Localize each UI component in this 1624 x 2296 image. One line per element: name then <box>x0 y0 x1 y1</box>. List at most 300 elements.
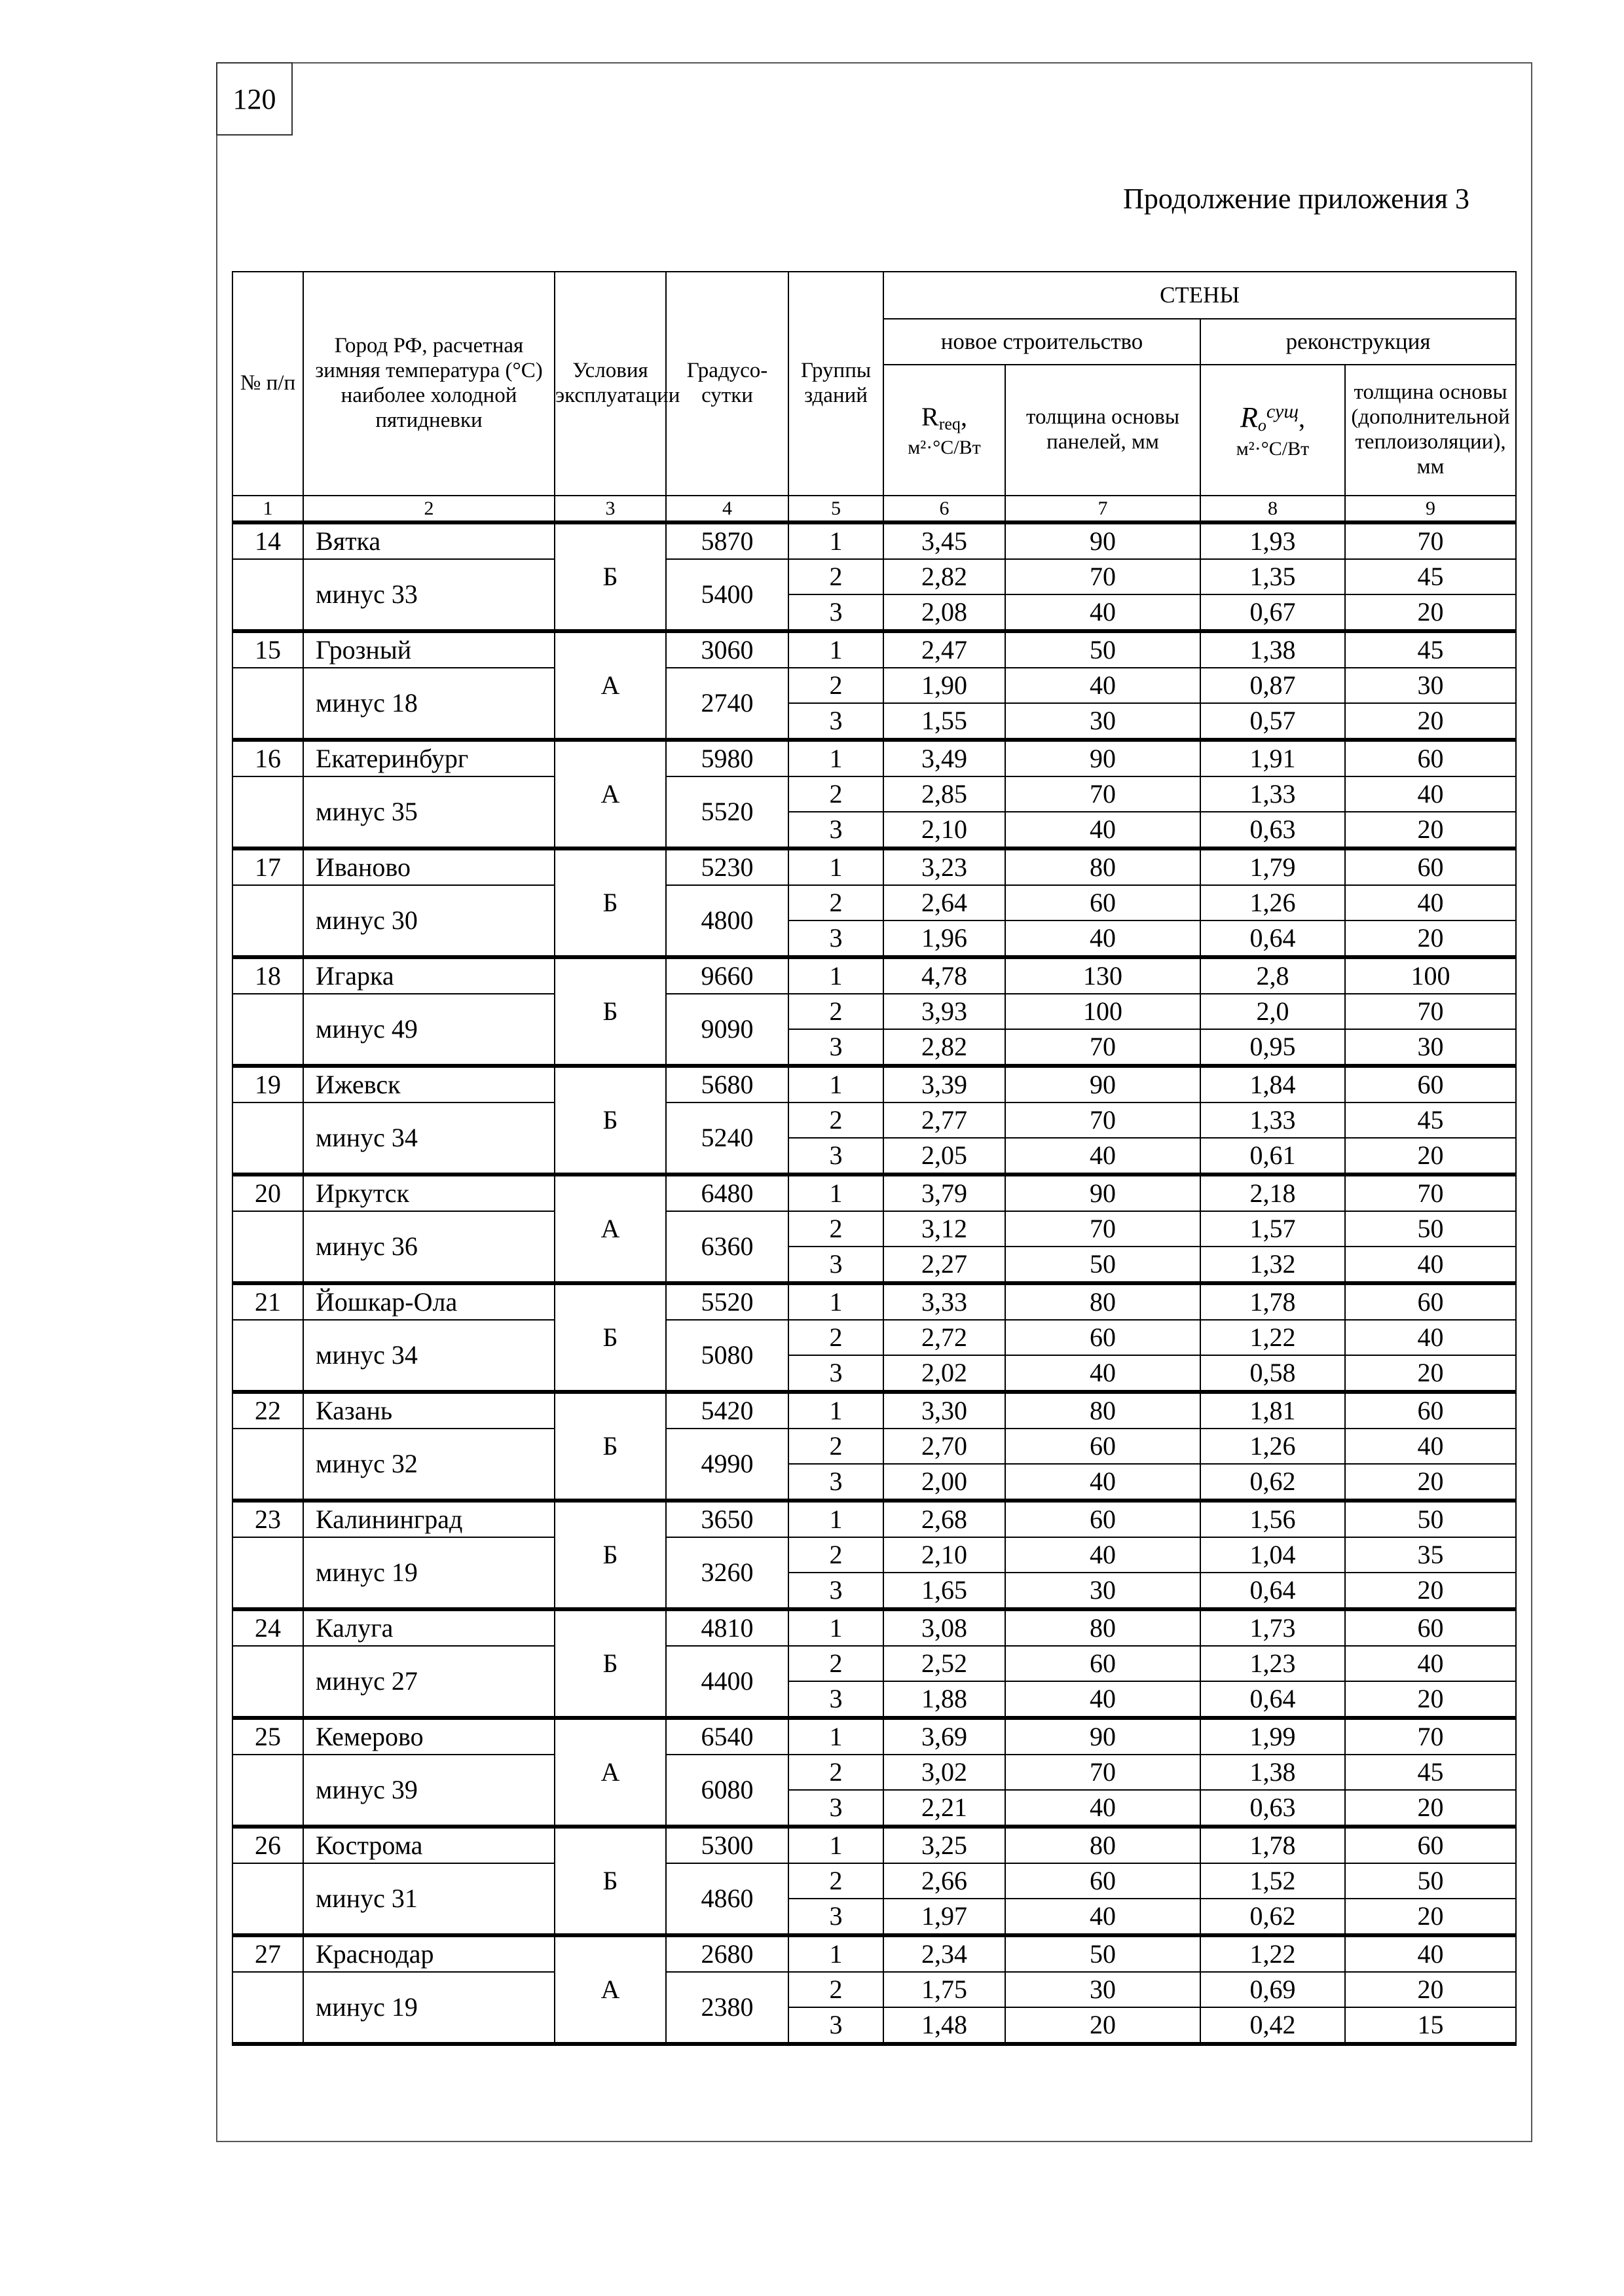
rec-thickness-value: 60 <box>1345 1827 1516 1863</box>
rreq-value: 3,25 <box>883 1827 1005 1863</box>
rreq-value: 2,68 <box>883 1501 1005 1537</box>
degree-days: 9090 <box>666 994 788 1066</box>
rec-thickness-value: 20 <box>1345 1681 1516 1718</box>
city-name: Калининград <box>303 1501 555 1537</box>
row-number-empty <box>232 1863 303 1935</box>
building-group: 2 <box>788 1646 883 1681</box>
city-group <box>232 522 1516 631</box>
new-thickness-value: 40 <box>1005 920 1200 957</box>
row-number: 14 <box>232 522 303 559</box>
row-number-empty <box>232 668 303 740</box>
city-name: Ижевск <box>303 1066 555 1102</box>
ro-value: 1,57 <box>1200 1211 1345 1247</box>
building-group: 1 <box>788 848 883 885</box>
row-number: 23 <box>232 1501 303 1537</box>
rec-thickness-value: 20 <box>1345 920 1516 957</box>
degree-days: 5420 <box>666 1392 788 1429</box>
rec-thickness-value: 40 <box>1345 776 1516 812</box>
new-thickness-value: 70 <box>1005 1102 1200 1138</box>
building-group: 1 <box>788 631 883 668</box>
ro-value: 1,38 <box>1200 631 1345 668</box>
row-number-empty <box>232 885 303 957</box>
design-temperature: минус 34 <box>303 1320 555 1392</box>
ro-value: 1,32 <box>1200 1247 1345 1283</box>
building-group: 1 <box>788 1175 883 1211</box>
rreq-value: 2,85 <box>883 776 1005 812</box>
rec-thickness-value: 40 <box>1345 1320 1516 1355</box>
ro-value: 1,91 <box>1200 740 1345 776</box>
new-thickness-value: 90 <box>1005 1066 1200 1102</box>
degree-days: 4810 <box>666 1609 788 1646</box>
rec-thickness-value: 20 <box>1345 703 1516 740</box>
new-thickness-value: 60 <box>1005 1863 1200 1899</box>
city-group <box>232 631 1516 740</box>
rec-thickness-value: 20 <box>1345 594 1516 631</box>
degree-days: 2680 <box>666 1935 788 1972</box>
building-group: 3 <box>788 1464 883 1501</box>
new-thickness-value: 30 <box>1005 1573 1200 1609</box>
column-number: 4 <box>666 496 788 522</box>
rec-thickness-value: 60 <box>1345 1283 1516 1320</box>
rec-thickness-value: 20 <box>1345 1464 1516 1501</box>
rreq-value: 2,77 <box>883 1102 1005 1138</box>
city-name: Вятка <box>303 522 555 559</box>
rec-thickness-value: 20 <box>1345 1573 1516 1609</box>
building-group: 2 <box>788 1320 883 1355</box>
rreq-value: 2,05 <box>883 1138 1005 1175</box>
degree-days: 4990 <box>666 1429 788 1501</box>
table-row <box>232 1429 1516 1464</box>
building-group: 3 <box>788 1029 883 1066</box>
rreq-value: 2,82 <box>883 559 1005 594</box>
header-degree-days: Градусо-сутки <box>666 272 788 496</box>
table-row <box>232 740 1516 776</box>
rreq-value: 2,52 <box>883 1646 1005 1681</box>
building-group: 3 <box>788 1681 883 1718</box>
rreq-value: 2,70 <box>883 1429 1005 1464</box>
rreq-unit: м²·°С/Вт <box>908 437 981 458</box>
rreq-value: 3,49 <box>883 740 1005 776</box>
ro-value: 0,58 <box>1200 1355 1345 1392</box>
city-name: Грозный <box>303 631 555 668</box>
rreq-value: 1,55 <box>883 703 1005 740</box>
rec-thickness-value: 50 <box>1345 1501 1516 1537</box>
ro-value: 1,26 <box>1200 1429 1345 1464</box>
city-name: Йошкар-Ола <box>303 1283 555 1320</box>
rec-thickness-value: 60 <box>1345 740 1516 776</box>
building-group: 3 <box>788 920 883 957</box>
ro-value: 1,22 <box>1200 1320 1345 1355</box>
degree-days: 9660 <box>666 957 788 994</box>
new-thickness-value: 40 <box>1005 1464 1200 1501</box>
row-number: 19 <box>232 1066 303 1102</box>
ro-value: 0,64 <box>1200 1681 1345 1718</box>
ro-value: 0,62 <box>1200 1899 1345 1935</box>
building-group: 1 <box>788 1718 883 1755</box>
new-thickness-value: 60 <box>1005 1501 1200 1537</box>
rreq-value: 3,79 <box>883 1175 1005 1211</box>
building-group: 3 <box>788 2007 883 2044</box>
rreq-value: 2,27 <box>883 1247 1005 1283</box>
rec-thickness-value: 45 <box>1345 631 1516 668</box>
row-number-empty <box>232 1102 303 1175</box>
degree-days: 4800 <box>666 885 788 957</box>
new-thickness-value: 70 <box>1005 1029 1200 1066</box>
building-group: 2 <box>788 1211 883 1247</box>
ro-value: 0,62 <box>1200 1464 1345 1501</box>
new-thickness-value: 70 <box>1005 559 1200 594</box>
city-name: Кострома <box>303 1827 555 1863</box>
row-number: 16 <box>232 740 303 776</box>
new-thickness-value: 80 <box>1005 1392 1200 1429</box>
header-rreq: Rreq, м²·°С/Вт <box>883 365 1005 496</box>
ro-value: 1,56 <box>1200 1501 1345 1537</box>
operating-conditions: Б <box>555 1827 666 1935</box>
building-group: 3 <box>788 812 883 848</box>
new-thickness-value: 70 <box>1005 1755 1200 1790</box>
ro-value: 1,33 <box>1200 776 1345 812</box>
rec-thickness-value: 20 <box>1345 812 1516 848</box>
column-number: 2 <box>303 496 555 522</box>
table-row <box>232 1863 1516 1899</box>
ro-value: 1,99 <box>1200 1718 1345 1755</box>
table-header <box>232 272 1516 522</box>
rec-thickness-value: 70 <box>1345 1718 1516 1755</box>
city-group <box>232 1392 1516 1501</box>
new-thickness-value: 40 <box>1005 1681 1200 1718</box>
rec-thickness-value: 20 <box>1345 1899 1516 1935</box>
column-numbers-row <box>232 496 1516 522</box>
building-group: 1 <box>788 740 883 776</box>
table-row <box>232 1066 1516 1102</box>
new-thickness-value: 80 <box>1005 848 1200 885</box>
new-thickness-value: 40 <box>1005 1355 1200 1392</box>
rec-thickness-value: 45 <box>1345 1755 1516 1790</box>
header-groups: Группы зданий <box>788 272 883 496</box>
rec-thickness-value: 15 <box>1345 2007 1516 2044</box>
ro-value: 1,81 <box>1200 1392 1345 1429</box>
building-group: 2 <box>788 559 883 594</box>
building-group: 3 <box>788 1573 883 1609</box>
ro-value: 1,78 <box>1200 1283 1345 1320</box>
degree-days: 3260 <box>666 1537 788 1609</box>
new-thickness-value: 100 <box>1005 994 1200 1029</box>
rreq-symbol: R <box>921 402 939 431</box>
row-number-empty <box>232 1755 303 1827</box>
ro-value: 1,79 <box>1200 848 1345 885</box>
rreq-value: 4,78 <box>883 957 1005 994</box>
building-group: 1 <box>788 1609 883 1646</box>
table-row <box>232 1537 1516 1573</box>
table-row <box>232 1827 1516 1863</box>
degree-days: 4400 <box>666 1646 788 1718</box>
operating-conditions: А <box>555 1718 666 1827</box>
new-thickness-value: 80 <box>1005 1609 1200 1646</box>
design-temperature: минус 49 <box>303 994 555 1066</box>
row-number: 26 <box>232 1827 303 1863</box>
new-thickness-value: 40 <box>1005 668 1200 703</box>
table-row <box>232 1935 1516 1972</box>
rreq-value: 1,75 <box>883 1972 1005 2007</box>
city-name: Краснодар <box>303 1935 555 1972</box>
ro-value: 1,04 <box>1200 1537 1345 1573</box>
design-temperature: минус 19 <box>303 1537 555 1609</box>
table-row <box>232 522 1516 559</box>
city-name: Иваново <box>303 848 555 885</box>
table-row <box>232 1646 1516 1681</box>
column-number: 8 <box>1200 496 1345 522</box>
row-number: 27 <box>232 1935 303 1972</box>
rreq-value: 1,48 <box>883 2007 1005 2044</box>
city-group <box>232 1718 1516 1827</box>
rec-thickness-value: 45 <box>1345 1102 1516 1138</box>
table-row <box>232 1392 1516 1429</box>
row-number-empty <box>232 1537 303 1609</box>
operating-conditions: Б <box>555 1609 666 1718</box>
building-group: 2 <box>788 885 883 920</box>
rreq-value: 3,45 <box>883 522 1005 559</box>
table-row <box>232 1501 1516 1537</box>
design-temperature: минус 27 <box>303 1646 555 1718</box>
ro-value: 1,26 <box>1200 885 1345 920</box>
table-row <box>232 668 1516 703</box>
building-group: 2 <box>788 1429 883 1464</box>
ro-value: 2,18 <box>1200 1175 1345 1211</box>
rec-thickness-value: 50 <box>1345 1211 1516 1247</box>
ro-value: 1,93 <box>1200 522 1345 559</box>
data-table <box>232 271 1517 2046</box>
row-number-empty <box>232 1972 303 2044</box>
header-walls: СТЕНЫ <box>883 272 1516 319</box>
rec-thickness-value: 40 <box>1345 1247 1516 1283</box>
rreq-value: 1,88 <box>883 1681 1005 1718</box>
operating-conditions: Б <box>555 848 666 957</box>
row-number: 17 <box>232 848 303 885</box>
ro-value: 2,8 <box>1200 957 1345 994</box>
rec-thickness-value: 60 <box>1345 848 1516 885</box>
operating-conditions: Б <box>555 522 666 631</box>
operating-conditions: Б <box>555 1066 666 1175</box>
degree-days: 5300 <box>666 1827 788 1863</box>
ro-value: 0,67 <box>1200 594 1345 631</box>
design-temperature: минус 39 <box>303 1755 555 1827</box>
rreq-value: 2,08 <box>883 594 1005 631</box>
rec-thickness-value: 45 <box>1345 559 1516 594</box>
new-thickness-value: 60 <box>1005 1320 1200 1355</box>
ro-value: 0,64 <box>1200 920 1345 957</box>
city-name: Кемерово <box>303 1718 555 1755</box>
city-group <box>232 1827 1516 1935</box>
rec-thickness-value: 20 <box>1345 1138 1516 1175</box>
ro-value: 1,33 <box>1200 1102 1345 1138</box>
ro-value: 1,35 <box>1200 559 1345 594</box>
header-reconstruction: реконструкция <box>1200 319 1516 365</box>
row-number-empty <box>232 1646 303 1718</box>
ro-value: 1,23 <box>1200 1646 1345 1681</box>
rec-thickness-value: 50 <box>1345 1863 1516 1899</box>
ro-value: 1,78 <box>1200 1827 1345 1863</box>
table-row <box>232 1102 1516 1138</box>
ro-value: 1,84 <box>1200 1066 1345 1102</box>
ro-value: 0,57 <box>1200 703 1345 740</box>
rreq-value: 2,00 <box>883 1464 1005 1501</box>
table-row <box>232 957 1516 994</box>
row-number: 24 <box>232 1609 303 1646</box>
city-group <box>232 1066 1516 1175</box>
operating-conditions: Б <box>555 957 666 1066</box>
rec-thickness-value: 40 <box>1345 1646 1516 1681</box>
ro-value: 0,69 <box>1200 1972 1345 2007</box>
new-thickness-value: 90 <box>1005 1718 1200 1755</box>
row-number-empty <box>232 1211 303 1283</box>
column-number: 1 <box>232 496 303 522</box>
table-row <box>232 1211 1516 1247</box>
operating-conditions: Б <box>555 1392 666 1501</box>
rreq-value: 3,39 <box>883 1066 1005 1102</box>
degree-days: 5080 <box>666 1320 788 1392</box>
ro-value: 1,22 <box>1200 1935 1345 1972</box>
operating-conditions: Б <box>555 1501 666 1609</box>
design-temperature: минус 35 <box>303 776 555 848</box>
rreq-value: 1,90 <box>883 668 1005 703</box>
table-row <box>232 994 1516 1029</box>
new-thickness-value: 90 <box>1005 1175 1200 1211</box>
operating-conditions: А <box>555 1935 666 2044</box>
operating-conditions: А <box>555 631 666 740</box>
page-number: 120 <box>216 62 293 136</box>
building-group: 2 <box>788 776 883 812</box>
table-row <box>232 1718 1516 1755</box>
building-group: 1 <box>788 1392 883 1429</box>
new-thickness-value: 20 <box>1005 2007 1200 2044</box>
design-temperature: минус 33 <box>303 559 555 631</box>
row-number: 15 <box>232 631 303 668</box>
city-name: Екатеринбург <box>303 740 555 776</box>
new-thickness-value: 60 <box>1005 1429 1200 1464</box>
table-row <box>232 1320 1516 1355</box>
rreq-value: 2,02 <box>883 1355 1005 1392</box>
city-group <box>232 848 1516 957</box>
new-thickness-value: 40 <box>1005 1138 1200 1175</box>
degree-days: 5980 <box>666 740 788 776</box>
city-group <box>232 1935 1516 2044</box>
degree-days: 6360 <box>666 1211 788 1283</box>
operating-conditions: Б <box>555 1283 666 1392</box>
table-row <box>232 1972 1516 2007</box>
design-temperature: минус 34 <box>303 1102 555 1175</box>
row-number-empty <box>232 559 303 631</box>
rec-thickness-value: 100 <box>1345 957 1516 994</box>
building-group: 3 <box>788 1790 883 1827</box>
rreq-value: 2,47 <box>883 631 1005 668</box>
degree-days: 6540 <box>666 1718 788 1755</box>
rec-thickness-value: 40 <box>1345 1429 1516 1464</box>
new-thickness-value: 30 <box>1005 1972 1200 2007</box>
header-city: Город РФ, расчетная зимняя температура (°С) наиболее холодной пятидневки <box>303 272 555 496</box>
column-number: 6 <box>883 496 1005 522</box>
table-row <box>232 559 1516 594</box>
rec-thickness-value: 20 <box>1345 1790 1516 1827</box>
row-number: 22 <box>232 1392 303 1429</box>
rec-thickness-value: 40 <box>1345 885 1516 920</box>
degree-days: 5400 <box>666 559 788 631</box>
header-new-construction: новое строительство <box>883 319 1200 365</box>
rec-thickness-value: 40 <box>1345 1935 1516 1972</box>
rec-thickness-value: 60 <box>1345 1066 1516 1102</box>
new-thickness-value: 50 <box>1005 1247 1200 1283</box>
degree-days: 3650 <box>666 1501 788 1537</box>
degree-days: 5680 <box>666 1066 788 1102</box>
new-thickness-value: 70 <box>1005 776 1200 812</box>
degree-days: 5240 <box>666 1102 788 1175</box>
city-group <box>232 1283 1516 1392</box>
rec-thickness-value: 70 <box>1345 1175 1516 1211</box>
new-thickness-value: 40 <box>1005 812 1200 848</box>
table-row <box>232 1609 1516 1646</box>
row-number: 21 <box>232 1283 303 1320</box>
table-row <box>232 1283 1516 1320</box>
ro-value: 1,73 <box>1200 1609 1345 1646</box>
design-temperature: минус 19 <box>303 1972 555 2044</box>
new-thickness-value: 60 <box>1005 885 1200 920</box>
new-thickness-value: 130 <box>1005 957 1200 994</box>
new-thickness-value: 30 <box>1005 703 1200 740</box>
city-group <box>232 957 1516 1066</box>
design-temperature: минус 31 <box>303 1863 555 1935</box>
rreq-value: 3,02 <box>883 1755 1005 1790</box>
new-thickness-value: 40 <box>1005 594 1200 631</box>
degree-days: 5230 <box>666 848 788 885</box>
column-number: 5 <box>788 496 883 522</box>
row-number: 25 <box>232 1718 303 1755</box>
degree-days: 6080 <box>666 1755 788 1827</box>
row-number: 18 <box>232 957 303 994</box>
new-thickness-value: 80 <box>1005 1827 1200 1863</box>
city-group <box>232 1609 1516 1718</box>
new-thickness-value: 40 <box>1005 1790 1200 1827</box>
ro-symbol: R <box>1240 401 1258 433</box>
header-ro: Roсущ, м²·°С/Вт <box>1200 365 1345 496</box>
new-thickness-value: 40 <box>1005 1537 1200 1573</box>
ro-value: 0,63 <box>1200 812 1345 848</box>
design-temperature: минус 32 <box>303 1429 555 1501</box>
city-name: Игарка <box>303 957 555 994</box>
building-group: 1 <box>788 1501 883 1537</box>
building-group: 3 <box>788 1247 883 1283</box>
new-thickness-value: 50 <box>1005 1935 1200 1972</box>
rec-thickness-value: 60 <box>1345 1609 1516 1646</box>
rreq-value: 3,33 <box>883 1283 1005 1320</box>
city-group <box>232 1501 1516 1609</box>
building-group: 1 <box>788 1283 883 1320</box>
new-thickness-value: 90 <box>1005 522 1200 559</box>
building-group: 2 <box>788 1972 883 2007</box>
rec-thickness-value: 60 <box>1345 1392 1516 1429</box>
rreq-value: 2,10 <box>883 1537 1005 1573</box>
building-group: 2 <box>788 1755 883 1790</box>
rreq-value: 3,12 <box>883 1211 1005 1247</box>
header-new-thickness: толщина основы панелей, мм <box>1005 365 1200 496</box>
building-group: 1 <box>788 1935 883 1972</box>
new-thickness-value: 70 <box>1005 1211 1200 1247</box>
operating-conditions: А <box>555 1175 666 1283</box>
ro-value: 0,63 <box>1200 1790 1345 1827</box>
ro-unit: м²·°С/Вт <box>1236 437 1310 460</box>
table-row <box>232 885 1516 920</box>
table-row <box>232 848 1516 885</box>
new-thickness-value: 90 <box>1005 740 1200 776</box>
degree-days: 4860 <box>666 1863 788 1935</box>
